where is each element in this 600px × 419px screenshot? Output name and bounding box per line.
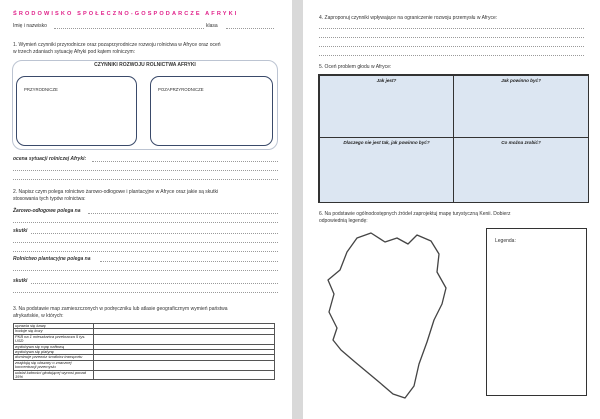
kenya-outline-map[interactable] [313,226,473,401]
effects-line-1[interactable] [13,242,278,243]
q6-text-line2: odpowiednią legendę: [319,218,368,224]
effects-line-1[interactable] [31,233,278,234]
q5-text: 5. Oceń problem głodu w Afryce: [319,64,392,70]
factors-box-title: CZYNNIKI ROZWOJU ROLNICTWA AFRYKI [94,62,196,68]
q3-text-line2: afrykańskie, w których: [13,313,64,319]
table-row-label: hoduje się kozy [14,329,94,334]
non-natural-factors-box[interactable] [150,76,273,146]
q4-answer-line[interactable] [319,28,584,29]
slash-and-burn-line[interactable] [13,222,278,223]
natural-factors-label: PRZYRODNICZE [24,87,58,92]
table-row-label: dominuje przewóz środków transportu [14,355,94,360]
slash-and-burn-label: Żarowo-odłogowe polega na [13,208,81,214]
assessment-label: ocena sytuacji rolniczej Afryki: [13,156,87,162]
hunger-cell-how-should-be-label: Jak powinno być? [501,78,541,83]
q1-text-line2: w trzech zdaniach sytuację Afryki pod kątem rolniczym: [13,49,135,55]
assessment-line[interactable] [13,179,278,180]
effects-line-1[interactable] [13,251,278,252]
hunger-cell-why-not[interactable] [319,137,454,203]
assessment-line[interactable] [92,161,278,162]
slash-and-burn-line[interactable] [88,213,278,214]
non-natural-factors-label: POZAPRZYRODNICZE [158,87,204,92]
table-row [14,370,275,380]
q4-answer-line[interactable] [319,37,584,38]
table-row [14,360,275,370]
q4-answer-line[interactable] [319,46,584,47]
class-label: klasa [206,23,218,29]
worksheet-page-right [303,0,600,419]
worksheet-page-left [0,0,292,419]
assessment-line[interactable] [13,170,278,171]
hunger-cell-what-can-be-done-label: Co można zrobić? [501,140,541,145]
q4-answer-line[interactable] [319,55,584,56]
effects-line-2[interactable] [31,283,278,284]
table-row-label: udział ludności głodującej wynosi ponad 35% [14,370,94,380]
hunger-cell-why-not-label: Dlaczego nie jest tak, jak powinno być? [343,140,430,145]
name-label: Imię i nazwisko [13,23,47,29]
table-row-label: PKB na 1 mieszkańca przekracza 5 tys. USD [14,334,94,344]
table-answer-cell[interactable] [94,334,275,344]
plantation-label: Rolnictwo plantacyjne polega na [13,256,91,262]
table-row [14,334,275,344]
table-row-label: wydobywa się ropę naftową [14,344,94,349]
hunger-grid [318,74,589,203]
natural-factors-box[interactable] [16,76,137,146]
legend-label: Legenda: [495,238,516,244]
q4-text: 4. Zaproponuj czynniki wpływające na ograniczenie rozwoju przemysłu w Afryce: [319,15,498,21]
class-field-line[interactable] [226,28,274,29]
q6-text-line1: 6. Na podstawie ogólnodostępnych źródeł zaprojektuj mapę turystyczną Kenii. Dobierz [319,211,511,217]
table-row-label: znajdują się obszary o znacznej koncentracji przemysłu [14,360,94,370]
hunger-cell-what-can-be-done[interactable] [453,137,589,203]
effects-label-2: skutki [13,278,28,284]
table-answer-cell[interactable] [94,370,275,380]
hunger-cell-how-is-it-label: Jak jest? [376,78,397,83]
plantation-line[interactable] [13,270,278,271]
effects-line-2[interactable] [13,292,278,293]
countries-table [13,323,275,380]
hunger-cell-how-should-be[interactable] [453,75,589,138]
table-row-label: uprawia się kawę [14,324,94,329]
q2-text-line1: 2. Napisz czym polega rolnictwo żarowo-odłogowe i plantacyjne w Afryce oraz jakie są skutki [13,189,219,195]
table-row-label: wydobywa się platynę [14,350,94,355]
table-answer-cell[interactable] [94,360,275,370]
plantation-line[interactable] [100,261,278,262]
q2-text-line2: stosowania tych typów rolnictwa: [13,196,86,202]
name-field-line[interactable] [54,28,204,29]
effects-label-1: skutki [13,228,28,234]
q3-text-line1: 3. Na podstawie map zamieszczonych w podręczniku lub atlasie geograficznym wymień państwa [13,306,228,312]
legend-box[interactable] [486,228,587,396]
worksheet-title: ŚRODOWISKO SPOŁECZNO-GOSPODARCZE AFRYKI [13,11,239,17]
q1-text-line1: 1. Wymień czynniki przyrodnicze oraz pozaprzyrodnicze rozwoju rolnictwa w Afryce oraz oceń [13,42,221,48]
hunger-cell-how-is-it[interactable] [319,75,454,138]
